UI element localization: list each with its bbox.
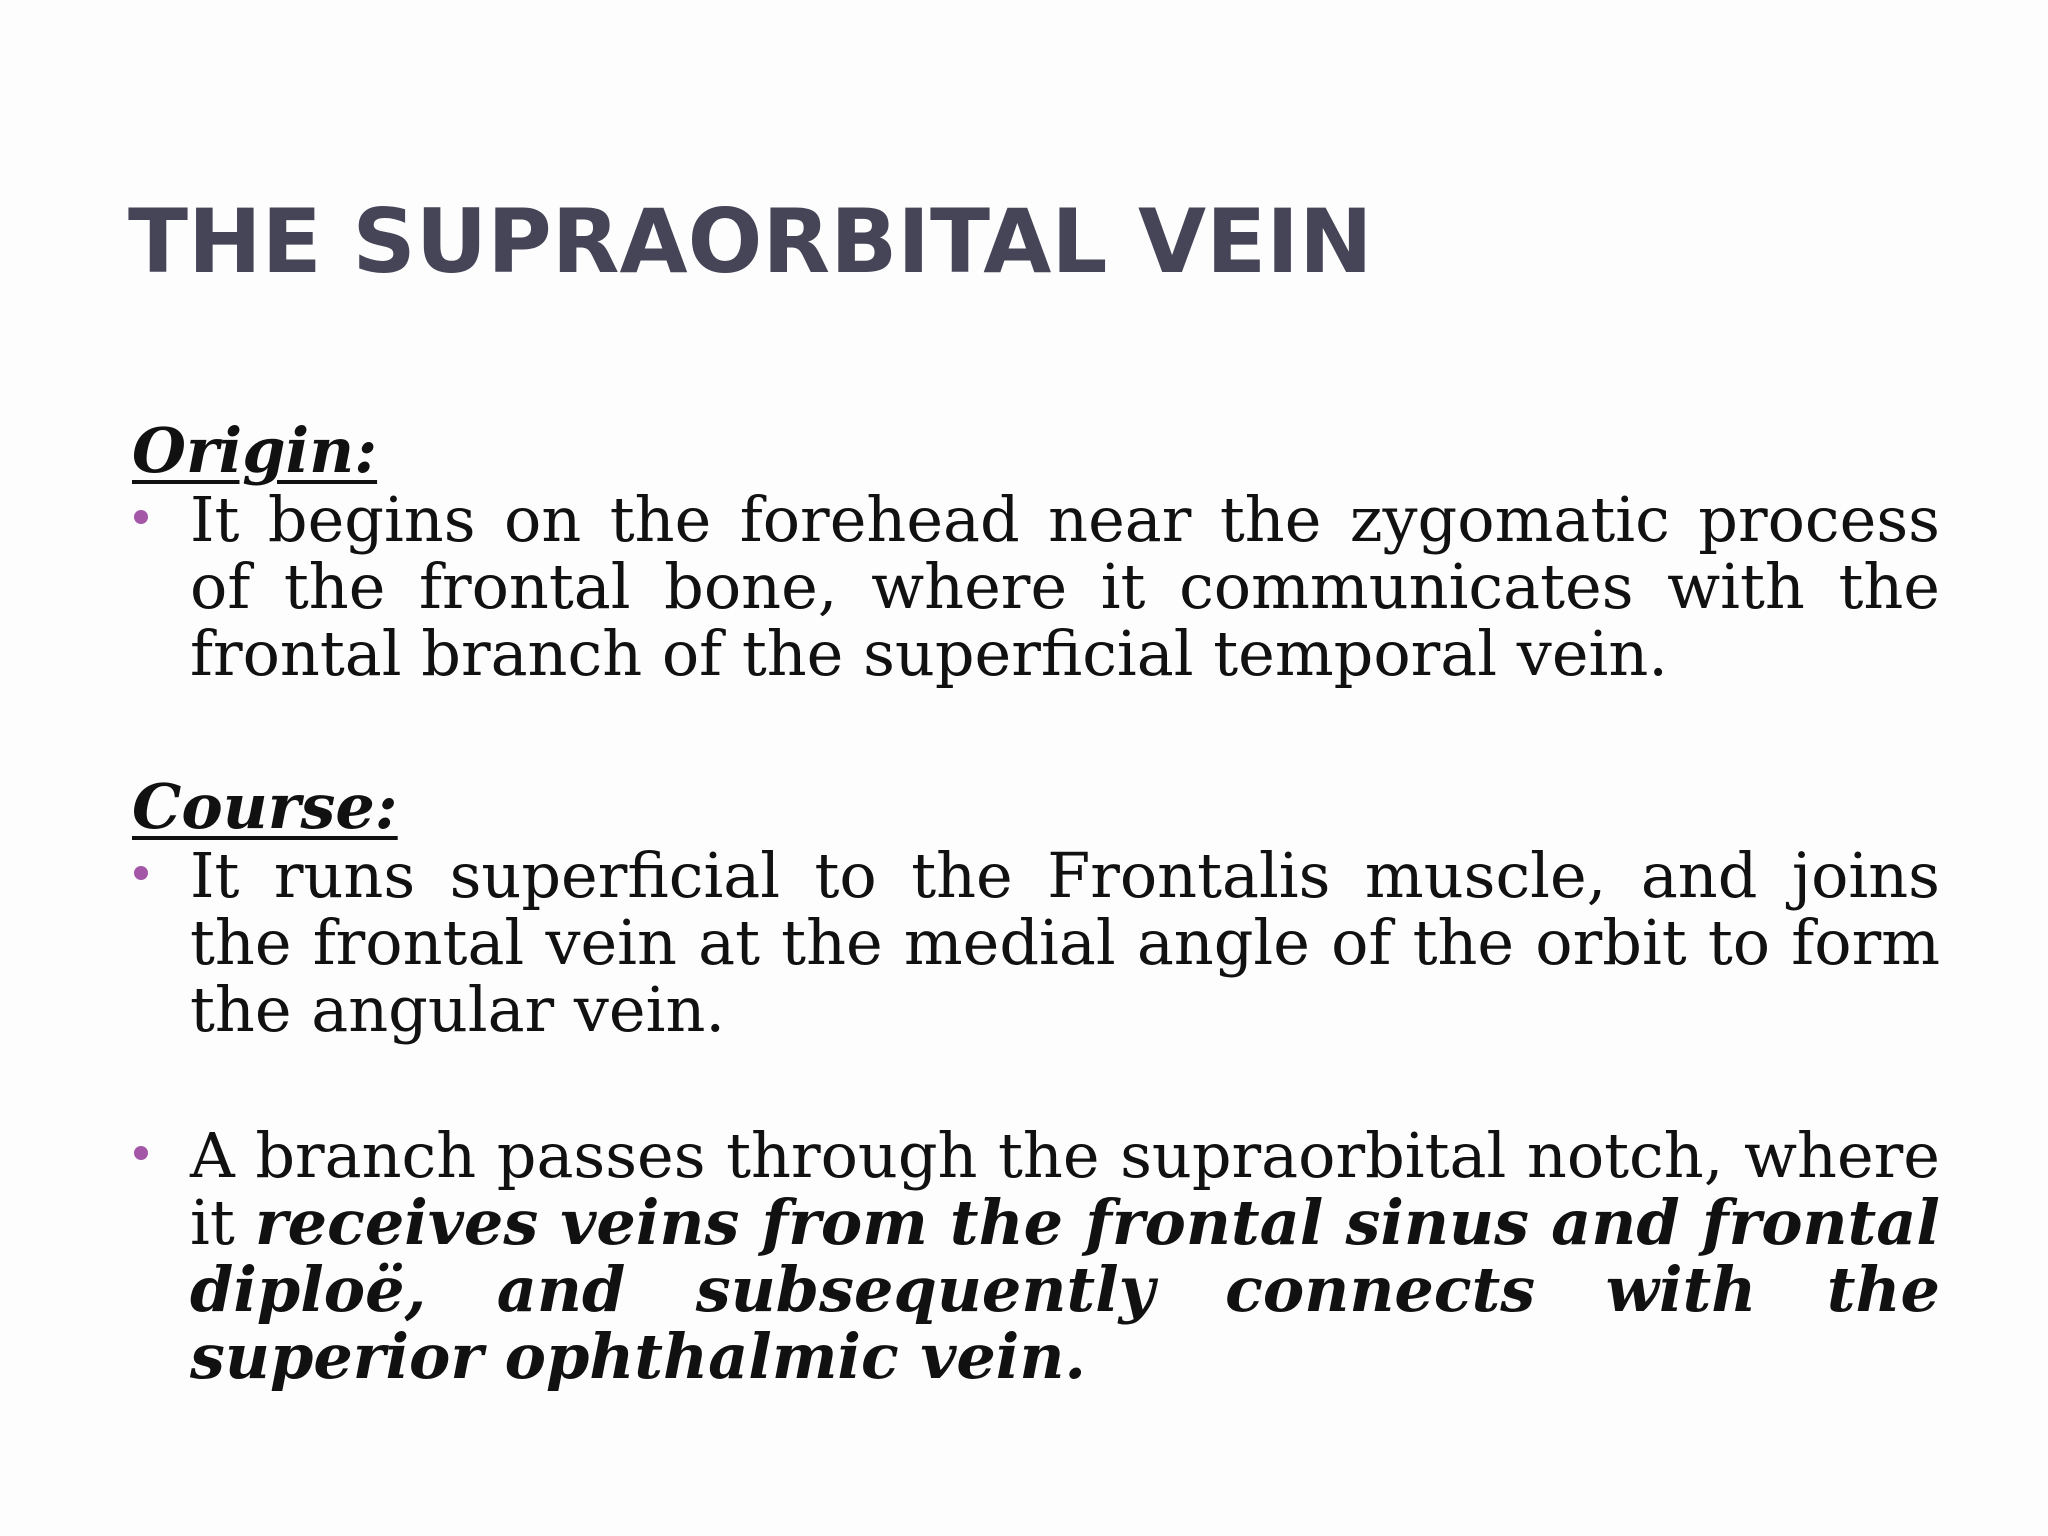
course-bullet-2-emphasis: receives veins from the frontal sinus and frontal diploë, and subsequently connects with the superior ophthalmic vein.: [190, 1186, 1940, 1393]
origin-bullet-text: It begins on the forehead near the zygomatic process of the frontal bone, where it communicates with the frontal branch of the superficial temporal vein.: [190, 483, 1940, 690]
bullet-dot-icon: [134, 866, 148, 880]
course-bullet-1: [132, 839, 1940, 1046]
course-bullet-2: [132, 1119, 1940, 1393]
origin-heading: Origin:: [132, 414, 378, 487]
bullet-dot-icon: [134, 510, 148, 524]
course-bullet-2-plain: A branch passes through the supraorbital notch, where it: [190, 1119, 1940, 1259]
origin-section: [132, 414, 1940, 690]
course-heading: Course:: [132, 770, 398, 843]
origin-bullet: [132, 483, 1940, 690]
bullet-dot-icon: [134, 1146, 148, 1160]
course-bullet-1-text: It runs superficial to the Frontalis muscle, and joins the frontal vein at the medial angle of the orbit to form the angular vein.: [190, 839, 1940, 1046]
slide-title: THE SUPRAORBITAL VEIN: [128, 190, 1373, 293]
course-section-2: [132, 1119, 1940, 1393]
course-section: [132, 770, 1940, 1046]
